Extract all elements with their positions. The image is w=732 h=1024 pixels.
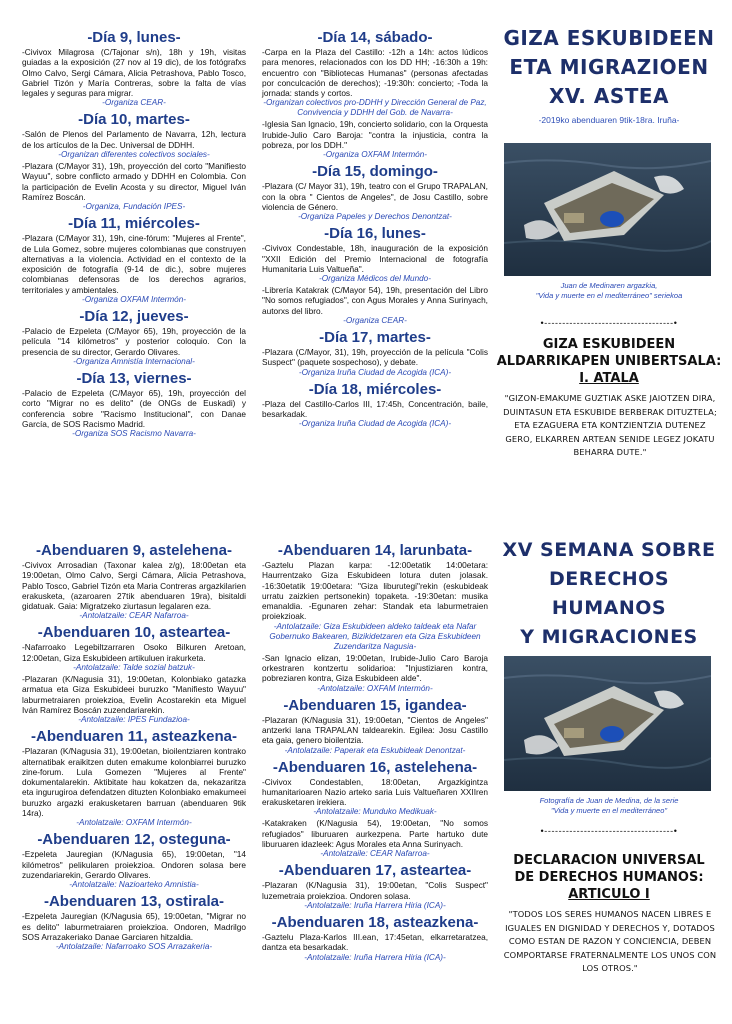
event-organizer: -Organiza CEAR- [102,98,166,108]
dec-article: ARTICULO I [568,887,650,902]
event-description: -Iglesia San Ignacio, 19h, concierto solidario, con la Orquesta Irubide-Julio Caro Baroja: "contra la injusticia, contra la pobreza, por los DDH." [262,119,488,151]
event-organizer: -Organiza OXFAM Intermón- [322,150,428,160]
event-description: -Plaza del Castillo-Carlos III, 17:45h, Concentración, baile, besarkadak. [262,398,488,419]
event-organizer: -Antolatzaile: Nafarroako SOS Arrazakeria- [55,942,213,952]
bottom-photo-caption [496,796,722,815]
top-panel-title [496,24,722,111]
caption-line: "Vida y muerte en el mediterráneo" seriekoa [535,290,683,300]
event-organizer: -Organizan colectivos pro-DDHH y Dirección General de Paz, Convivencia y DDHH del Gob. de Navarra- [263,98,487,118]
event-organizer: -Antolatzaile: Iruña Harrera Hiria (ICA)- [304,900,446,910]
bottom-column-2 [262,539,488,964]
event-organizer: -Organiza SOS Racismo Navarra- [72,429,196,439]
day-heading: -Abenduaren 17, asteartea- [278,862,472,880]
caption-line: Juan de Medinaren argazkia, [560,281,658,290]
bottom-declaration-title [496,852,722,903]
top-divider: •------------------------------------• [540,318,678,328]
event-description: -Plazaran (K/Nagusia 31), 19:00etan, bioilentziaren kontrako alternatibak eraikitzen duten emakume kolonbiarrei buruzko zine-forum. Lula Gomezen "Mujeres al Frente" dokumentalarekin. Aktibitate hau kokatzen da, nekazaritza eta ingurugiroa defendatzen dituzten Kolonbiako emakumeei buruzko argazki erakusketaren barruan (abenduaren 9tik 14ra). [22,746,246,819]
top-photo-caption [496,281,722,300]
event-description: -Salón de Plenos del Parlamento de Navarra, 12h, lectura de los artículos de la Dec. Universal de DDHH. [22,129,246,150]
event-description: -Palacio de Ezpeleta (C/Mayor 65), 19h, proyección del corto "Migrar no es delito" (de ONGs de Euskadi) y conferencia sobre "Racismo Institucional", con Danae García, de SOS Racismo Madrid. [22,387,246,429]
event-description: -Plazara (C/Mayor 31), 19h, cine-fórum: "Mujeres al Frente", de Lula Gomez, sobre mujeres colombianas que construyen alternativas a la violencia. Actividad en el contexto de la exposición de fotografía (9-14 de dic.), sobre mujeres colombianas defensoras de los derechos agrarios, territoriales y ambientales. [22,233,246,295]
event-organizer: -Organiza Médicos del Mundo- [319,274,431,284]
day-heading: -Abenduaren 15, igandea- [283,696,467,714]
bottom-panel [496,536,722,666]
day-heading: -Abenduaren 14, larunbata- [277,542,473,559]
caption-line: "Vida y muerte en el mediterráneo" [550,805,668,815]
event-description: -Plazaran (K/Nagusia 31), 19:00etan, "Cientos de Angeles" antzerki lana TRAPALAN taldearekin. Egilea: Josu Castillo eta gaia, genero bioilentzia. [262,714,488,746]
event-description: -Palacio de Ezpeleta (C/Mayor 65), 19h, proyección de la película "14 kilómetros" y posterior coloquio. Con la presencia de su director, Gerardo Olivares. [22,326,246,357]
day-heading: -Día 9, lunes- [87,29,181,46]
day-heading: -Día 11, miércoles- [68,215,200,233]
day-heading: -Día 16, lunes- [324,225,426,243]
event-organizer: -Organiza Papeles y Derechos Denontzat- [298,212,452,222]
day-heading: -Día 13, viernes- [76,369,192,387]
event-description: -Civivox Arrosadian (Taxonar kalea z/g), 18:00etan eta 19:00etan, Olmo Calvo, Sergi Cámara, Alicia Petrashova, Pablo Tosco, Gabriel Tizón eta Maria Contreras argazkilarien erakusketa, (azaroaren 27tik abenduaren 19ra), bisitaldi gidatuak. Gaia: Migratzeko ziurtasun legalaren eza. [22,560,246,612]
caption-line: Fotografía de Juan de Medina, de la serie [539,796,679,805]
day-heading: -Abenduaren 18, asteazkena- [271,913,479,931]
day-heading: -Día 15, domingo- [312,163,438,181]
event-organizer: -Organiza OXFAM Intermón- [81,295,187,305]
dec-line: ALDARRIKAPEN UNIBERTSALA: [496,354,722,369]
bottom-declaration-quote: "TODOS LOS SERES HUMANOS NACEN LIBRES E IGUALES EN DIGNIDAD Y DERECHOS Y, DOTADOS COMO ESTAN DE RAZON Y CONCIENCIA, DEBEN COMPORTARSE FRATERNALMENTE LOS UNOS CON LOS OTROS." [503,909,717,973]
day-heading: -Abenduaren 10, asteartea- [37,624,231,642]
event-description: -Nafarroako Legebiltzarraren Osoko Bilkuren Aretoan, 12:00etan, Giza Eskubideen artikuluen irakurketa. [22,642,246,663]
title-line: ETA MIGRAZIOEN [509,55,709,79]
event-organizer: -Antolatzaile: Talde sozial batzuk- [73,663,195,673]
title-line: Y MIGRACIONES [520,626,698,648]
event-organizer: -Organiza Amnistía Internacional- [73,356,195,366]
day-heading: -Día 10, martes- [78,111,190,129]
event-organizer: -Antolatzaile: CEAR Nafarroa- [320,849,430,859]
title-line: GIZA ESKUBIDEEN [503,26,715,50]
dec-line: DECLARACION UNIVERSAL [513,853,705,868]
event-description: -Civivox Milagrosa (C/Tajonar s/n), 18h y 19h, visitas guiadas a la exposición (27 nov al 19 dic), de los fotógrafxs Olmo Calvo, Sergi Cámara, Alicia Petrashova, Pablo Tosco, Gabriel Tizón y María Contreras, sobre la falta de vías legales y seguras para migrar. [22,47,246,99]
event-organizer: -Antolatzaile: OXFAM Intermón- [317,683,433,693]
day-heading: -Abenduaren 11, asteazkena- [31,728,237,746]
dec-article: I. ATALA [579,371,639,386]
bottom-sea-photo [504,656,711,791]
event-description: -Gaztelu Plaza-Karlos III.ean, 17:45etan, elkarretaratzea, dantza eta besarkadak. [262,931,488,953]
day-heading: -Día 17, martes- [319,329,431,347]
event-organizer: -Organiza CEAR- [343,316,407,326]
event-description: -Plazaran (K/Nagusia 31), 19:00etan, Kolonbiako gatazka armatua eta Giza Eskubideei buruzko "Manifiesto Wayuu" laburmetraiaren proiekzioa, Evelin Acostarekin eta Miguel Iván Ramírez Boscán zuzendariarekin. [22,674,246,715]
day-heading: -Día 14, sábado- [317,29,433,46]
day-heading: -Día 18, miércoles- [308,380,442,398]
dec-line: GIZA ESKUBIDEEN [542,337,676,352]
event-organizer: -Antolatzaile: Paperak eta Eskubideak Denontzat- [284,745,466,755]
event-description: -Ezpeleta Jauregian (K/Nagusia 65), 19:00etan, "Migrar no es delito" laburmetraiaren proiekzioa. Ondoren, Madrilgo SOS Arrazakeriako Danae Garciaren hitzaldia. [22,911,246,942]
event-organizer: -Organizan diferentes colectivos sociales- [58,150,210,160]
event-description: -Librería Katakrak (C/Mayor 54), 19h, presentación del Libro "No somos refugiados", con Agus Morales y Anna Surinyach, autorxs del libro. [262,285,488,316]
top-declaration-quote: "GIZON-EMAKUME GUZTIAK ASKE JAIOTZEN DIRA, DUINTASUN ETA ESKUBIDE BERBERAK DITUZTELA; ETA EZAGUERA ETA KONTZIENTZIA DUTENEZ GERO, ELKARREN ARTEAN SENIDE LEGEZ JOKATU BEHARRA DUTE." [503,393,717,457]
event-organizer: -Antolatzaile: OXFAM Intermón- [76,818,192,828]
bottom-panel-title [496,536,722,652]
event-organizer: -Antolatzaile: CEAR Nafarroa- [79,611,189,621]
event-description: -Plazara (C/ Mayor 31), 19h, teatro con el Grupo TRAPALAN, con la obra " Cientos de Angeles", de Josu Castillo, sobre violencia de Género. [262,181,488,212]
top-declaration-title [496,336,722,387]
event-description: -Katakraken (K/Nagusia 54), 19:00etan, "No somos refugiados" liburuaren aurkezpena. Parte hartuko dute liburuaren idazleek: Agus Morales eta Anna Surinyach. [262,818,488,850]
bottom-column-1 [22,539,246,953]
top-column-2 [262,26,488,430]
event-organizer: -Organiza Iruña Ciudad de Acogida (ICA)- [298,419,452,429]
event-description: -Plazara (C/Mayor 31), 19h, proyección del corto "Manifiesto Wayuu", sobre conflicto armado y DDHH en Colombia. Con la participación de Evelin Acosta y su director, Miguel Iván Ramírez Boscán. [22,161,246,202]
day-heading: -Abenduaren 16, astelehena- [272,758,478,776]
event-organizer: -Antolatzaile: Nazioarteko Amnistia- [69,880,199,890]
event-description: -Civivox Condestablen, 18:00etan, Argazkigintza humanitarioaren Nazio arteko saria Luis Valtueñaren XXIIren erakusketaren irekiera. [262,776,488,808]
day-heading: -Abenduaren 13, ostirala- [43,893,225,911]
event-organizer: -Organiza, Fundación IPES- [82,202,186,212]
day-heading: -Día 12, jueves- [79,308,189,326]
event-description: -Gaztelu Plazan karpa: -12:00etatik 14:00etara: Haurrentzako Giza Eskubideen lotura duten jolasak. -16:30etatik 19:00etara: "Giza liburutegi"rekin (eskubideak urratu zaizkien pertsonekin) topaketa. -19:30etan: musika emanaldia. -Egunaren zehar: Standak eta laburmetraien proiekzioak. [262,560,488,622]
event-organizer: -Antolatzaile: Giza Eskubideen aldeko taldeak eta Nafar Gobernuko Bakearen, Bizikidetzaren eta Giza Eskubideen Zuzendaritza Nagusia- [269,621,481,651]
event-description: -Ezpeleta Jauregian (K/Nagusia 65), 19:00etan, "14 kilómetros" pelikularen proiekzioa. Ondoren solasa bere zuzendariarekin, Gerardo Olivares. [22,849,246,880]
event-description: -Carpa en la Plaza del Castillo: -12h a 14h: actos lúdicos para menores, relacionados con los DD HH; -16:30h a 19h: encuentro con "Bibliotecas Humanas" (personas afectadas por conculcación de derechos); -19:30h: concierto; -Toda la jornada: stands y cortos. [262,47,488,99]
day-heading: -Abenduaren 9, astelehena- [36,542,232,559]
boat-in-sea-image [504,143,711,276]
event-description: -Civivox Condestable, 18h, inauguración de la exposición "XXII Edición del Premio Internacional de fotografía Humanitaria Luis Valtueña". [262,243,488,274]
title-line: XV SEMANA SOBRE [502,539,716,561]
dec-line: DE DERECHOS HUMANOS: [514,870,704,885]
event-description: -Plazara (C/Mayor, 31), 19h, proyección de la película "Colis Suspect" (paquete sospechoso), y debate. [262,347,488,368]
top-column-1 [22,26,246,440]
bottom-divider: •------------------------------------• [540,826,678,836]
event-organizer: -Organiza Iruña Ciudad de Acogida (ICA)- [298,367,452,377]
event-organizer: -Antolatzaile: Iruña Harrera Hiria (ICA)- [304,952,446,962]
event-description: -San Ignacio elizan, 19:00etan, Irubide-Julio Caro Baroja orkestraren kontzertu solidarioa: "Injustiziaren kontra, pobreziaren kontra, Giza Eskubideen alde". [262,652,488,684]
top-panel-dates: -2019ko abenduaren 9tik-18ra. Iruña- [538,115,680,125]
event-organizer: -Antolatzaile: IPES Fundazioa- [78,715,190,725]
event-description: -Plazaran (K/Nagusia 31), 19:00etan, "Colis Suspect" luzemetraia proiekzioa. Ondoren solasa. [262,880,488,901]
boat-in-sea-image [504,656,711,791]
top-sea-photo [504,143,711,276]
day-heading: -Abenduaren 12, osteguna- [37,831,231,849]
title-line: XV. ASTEA [548,84,670,108]
title-line: DERECHOS HUMANOS [548,568,670,619]
event-organizer: -Antolatzaile: Munduko Medikuak- [313,807,437,817]
